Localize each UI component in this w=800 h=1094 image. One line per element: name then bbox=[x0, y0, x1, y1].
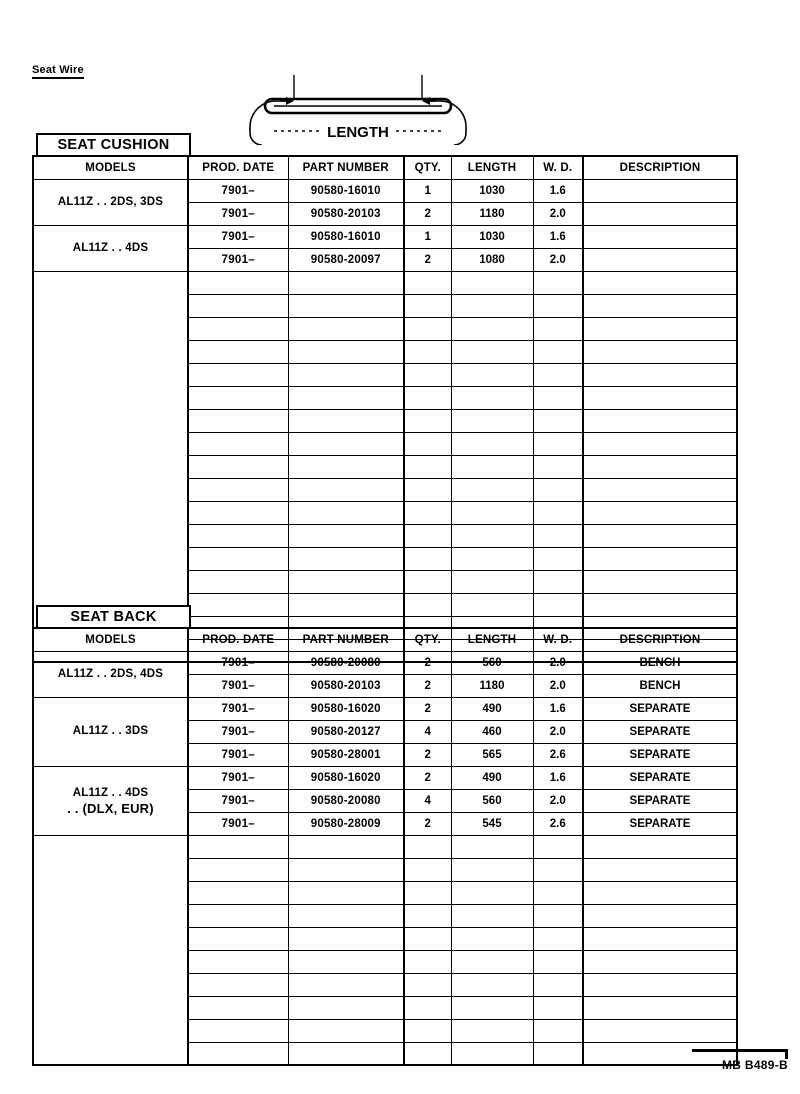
description-cell-empty bbox=[583, 973, 737, 996]
length-cell-empty bbox=[451, 386, 533, 409]
prod-date-cell-empty bbox=[188, 501, 288, 524]
length-cell-empty bbox=[451, 950, 533, 973]
table-row bbox=[33, 651, 737, 674]
wd-cell: 2.0 bbox=[533, 674, 583, 697]
prod-date-cell: 7901– bbox=[188, 651, 288, 674]
description-cell-empty bbox=[583, 1042, 737, 1065]
qty-cell-empty bbox=[404, 386, 451, 409]
length-cell-empty bbox=[451, 294, 533, 317]
length-cell-empty bbox=[451, 570, 533, 593]
length-cell-empty bbox=[451, 835, 533, 858]
length-cell-empty bbox=[451, 363, 533, 386]
description-cell: SEPARATE bbox=[583, 766, 737, 789]
wd-cell: 2.6 bbox=[533, 812, 583, 835]
model-code: AL11Z . . 2DS, 4DS bbox=[57, 667, 164, 680]
seat-cushion-table-body bbox=[33, 179, 737, 662]
qty-cell-empty bbox=[404, 570, 451, 593]
description-cell-empty bbox=[583, 409, 737, 432]
length-cell-empty bbox=[451, 1042, 533, 1065]
part-number-cell-empty bbox=[288, 835, 404, 858]
column-header-qty: QTY. bbox=[404, 156, 451, 179]
models-cell-empty bbox=[33, 835, 188, 1065]
seat-back-title: SEAT BACK bbox=[70, 609, 157, 625]
length-cell: 545 bbox=[451, 812, 533, 835]
length-cell: 560 bbox=[451, 651, 533, 674]
wd-cell-empty bbox=[533, 524, 583, 547]
prod-date-cell-empty bbox=[188, 881, 288, 904]
prod-date-cell: 7901– bbox=[188, 248, 288, 271]
part-number-cell-empty bbox=[288, 363, 404, 386]
qty-cell-empty bbox=[404, 547, 451, 570]
qty-cell-empty bbox=[404, 1042, 451, 1065]
qty-cell-empty bbox=[404, 501, 451, 524]
qty-cell-empty bbox=[404, 294, 451, 317]
models-cell bbox=[33, 225, 188, 271]
description-cell-empty bbox=[583, 294, 737, 317]
wd-cell-empty bbox=[533, 271, 583, 294]
prod-date-cell-empty bbox=[188, 547, 288, 570]
table-header-row bbox=[33, 156, 737, 179]
wd-cell-empty bbox=[533, 950, 583, 973]
prod-date-cell-empty bbox=[188, 317, 288, 340]
table-row bbox=[33, 766, 737, 789]
qty-cell-empty bbox=[404, 317, 451, 340]
length-cell-empty bbox=[451, 501, 533, 524]
seat-wire-diagram bbox=[228, 55, 488, 145]
description-cell: SEPARATE bbox=[583, 789, 737, 812]
wd-cell-empty bbox=[533, 478, 583, 501]
prod-date-cell-empty bbox=[188, 363, 288, 386]
prod-date-cell: 7901– bbox=[188, 225, 288, 248]
description-cell-empty bbox=[583, 363, 737, 386]
length-cell-empty bbox=[451, 409, 533, 432]
column-header-length: LENGTH bbox=[451, 156, 533, 179]
wd-cell-empty bbox=[533, 570, 583, 593]
length-cell-empty bbox=[451, 478, 533, 501]
qty-cell-empty bbox=[404, 904, 451, 927]
wd-cell: 1.6 bbox=[533, 179, 583, 202]
part-number-cell: 90580-16020 bbox=[288, 766, 404, 789]
description-cell: BENCH bbox=[583, 651, 737, 674]
seat-back-section bbox=[32, 605, 738, 1066]
length-cell: 1030 bbox=[451, 225, 533, 248]
part-number-cell: 90580-20097 bbox=[288, 248, 404, 271]
prod-date-cell-empty bbox=[188, 432, 288, 455]
part-number-cell-empty bbox=[288, 340, 404, 363]
part-number-cell-empty bbox=[288, 950, 404, 973]
prod-date-cell-empty bbox=[188, 294, 288, 317]
part-number-cell: 90580-20127 bbox=[288, 720, 404, 743]
length-cell: 560 bbox=[451, 789, 533, 812]
wd-cell: 2.6 bbox=[533, 743, 583, 766]
models-cell bbox=[33, 697, 188, 766]
table-row bbox=[33, 697, 737, 720]
wd-cell-empty bbox=[533, 927, 583, 950]
description-cell: SEPARATE bbox=[583, 812, 737, 835]
prod-date-cell-empty bbox=[188, 973, 288, 996]
description-cell-empty bbox=[583, 835, 737, 858]
description-cell bbox=[583, 202, 737, 225]
column-header-prod-date: PROD. DATE bbox=[188, 628, 288, 651]
column-header-models: MODELS bbox=[33, 628, 188, 651]
qty-cell-empty bbox=[404, 881, 451, 904]
description-cell-empty bbox=[583, 478, 737, 501]
length-cell-empty bbox=[451, 547, 533, 570]
seat-cushion-title-tab bbox=[36, 133, 191, 157]
part-number-cell: 90580-20103 bbox=[288, 674, 404, 697]
qty-cell-empty bbox=[404, 858, 451, 881]
length-cell-empty bbox=[451, 271, 533, 294]
column-header-description: DESCRIPTION bbox=[583, 156, 737, 179]
length-cell: 1180 bbox=[451, 202, 533, 225]
prod-date-cell-empty bbox=[188, 570, 288, 593]
part-number-cell-empty bbox=[288, 973, 404, 996]
wd-cell: 2.0 bbox=[533, 202, 583, 225]
description-cell-empty bbox=[583, 996, 737, 1019]
part-number-cell: 90580-20103 bbox=[288, 202, 404, 225]
wd-cell-empty bbox=[533, 835, 583, 858]
wd-cell: 1.6 bbox=[533, 225, 583, 248]
qty-cell: 2 bbox=[404, 697, 451, 720]
length-cell: 490 bbox=[451, 766, 533, 789]
wd-cell-empty bbox=[533, 340, 583, 363]
wd-cell: 2.0 bbox=[533, 720, 583, 743]
length-cell-empty bbox=[451, 524, 533, 547]
wd-cell-empty bbox=[533, 973, 583, 996]
part-number-cell-empty bbox=[288, 432, 404, 455]
column-header-models: MODELS bbox=[33, 156, 188, 179]
part-number-cell-empty bbox=[288, 904, 404, 927]
seat-cushion-section bbox=[32, 133, 738, 663]
description-cell-empty bbox=[583, 547, 737, 570]
seat-back-title-tab bbox=[36, 605, 191, 629]
seat-cushion-table bbox=[32, 155, 738, 663]
qty-cell: 2 bbox=[404, 248, 451, 271]
part-number-cell-empty bbox=[288, 478, 404, 501]
qty-cell: 2 bbox=[404, 812, 451, 835]
column-header-part-number: PART NUMBER bbox=[288, 156, 404, 179]
table-row-empty bbox=[33, 271, 737, 294]
length-cell-empty bbox=[451, 593, 533, 616]
qty-cell: 2 bbox=[404, 766, 451, 789]
column-header-wd: W. D. bbox=[533, 156, 583, 179]
part-number-cell: 90580-20080 bbox=[288, 651, 404, 674]
table-row bbox=[33, 179, 737, 202]
prod-date-cell-empty bbox=[188, 835, 288, 858]
wd-cell: 2.0 bbox=[533, 789, 583, 812]
description-cell-empty bbox=[583, 593, 737, 616]
part-number-cell-empty bbox=[288, 294, 404, 317]
part-number-cell-empty bbox=[288, 409, 404, 432]
qty-cell: 1 bbox=[404, 225, 451, 248]
prod-date-cell: 7901– bbox=[188, 789, 288, 812]
models-cell bbox=[33, 179, 188, 225]
prod-date-cell: 7901– bbox=[188, 674, 288, 697]
length-cell: 565 bbox=[451, 743, 533, 766]
wd-cell-empty bbox=[533, 409, 583, 432]
wd-cell: 1.6 bbox=[533, 697, 583, 720]
prod-date-cell-empty bbox=[188, 271, 288, 294]
length-cell-empty bbox=[451, 904, 533, 927]
prod-date-cell: 7901– bbox=[188, 720, 288, 743]
description-cell-empty bbox=[583, 501, 737, 524]
prod-date-cell-empty bbox=[188, 927, 288, 950]
qty-cell-empty bbox=[404, 996, 451, 1019]
part-number-cell: 90580-16010 bbox=[288, 179, 404, 202]
wd-cell-empty bbox=[533, 363, 583, 386]
seat-cushion-title: SEAT CUSHION bbox=[57, 137, 170, 153]
models-cell bbox=[33, 651, 188, 697]
prod-date-cell: 7901– bbox=[188, 766, 288, 789]
part-number-cell: 90580-28009 bbox=[288, 812, 404, 835]
qty-cell-empty bbox=[404, 1019, 451, 1042]
qty-cell-empty bbox=[404, 927, 451, 950]
models-cell-empty bbox=[33, 271, 188, 662]
description-cell-empty bbox=[583, 881, 737, 904]
wd-cell-empty bbox=[533, 386, 583, 409]
part-number-cell-empty bbox=[288, 271, 404, 294]
length-cell-empty bbox=[451, 432, 533, 455]
qty-cell: 4 bbox=[404, 789, 451, 812]
seat-back-table bbox=[32, 627, 738, 1066]
part-number-cell-empty bbox=[288, 927, 404, 950]
column-header-part-number: PART NUMBER bbox=[288, 628, 404, 651]
qty-cell: 2 bbox=[404, 743, 451, 766]
description-cell-empty bbox=[583, 927, 737, 950]
description-cell: SEPARATE bbox=[583, 697, 737, 720]
prod-date-cell: 7901– bbox=[188, 812, 288, 835]
part-number-cell-empty bbox=[288, 524, 404, 547]
qty-cell-empty bbox=[404, 973, 451, 996]
qty-cell-empty bbox=[404, 363, 451, 386]
prod-date-cell: 7901– bbox=[188, 179, 288, 202]
model-code: AL11Z . . 4DS bbox=[72, 241, 149, 254]
length-cell-empty bbox=[451, 858, 533, 881]
column-header-length: LENGTH bbox=[451, 628, 533, 651]
description-cell: BENCH bbox=[583, 674, 737, 697]
length-cell-empty bbox=[451, 927, 533, 950]
prod-date-cell-empty bbox=[188, 524, 288, 547]
qty-cell-empty bbox=[404, 271, 451, 294]
wd-cell-empty bbox=[533, 1019, 583, 1042]
length-cell-empty bbox=[451, 1019, 533, 1042]
length-cell-empty bbox=[451, 317, 533, 340]
wd-cell-empty bbox=[533, 455, 583, 478]
qty-cell: 1 bbox=[404, 179, 451, 202]
wd-cell-empty bbox=[533, 858, 583, 881]
qty-cell-empty bbox=[404, 950, 451, 973]
qty-cell-empty bbox=[404, 478, 451, 501]
prod-date-cell-empty bbox=[188, 478, 288, 501]
prod-date-cell-empty bbox=[188, 1042, 288, 1065]
wd-cell: 2.0 bbox=[533, 248, 583, 271]
part-number-cell-empty bbox=[288, 317, 404, 340]
description-cell-empty bbox=[583, 524, 737, 547]
seat-back-table-body bbox=[33, 651, 737, 1065]
part-number-cell-empty bbox=[288, 881, 404, 904]
column-header-wd: W. D. bbox=[533, 628, 583, 651]
part-number-cell-empty bbox=[288, 501, 404, 524]
length-cell: 490 bbox=[451, 697, 533, 720]
qty-cell: 2 bbox=[404, 202, 451, 225]
description-cell bbox=[583, 248, 737, 271]
wd-cell-empty bbox=[533, 294, 583, 317]
part-number-cell-empty bbox=[288, 1042, 404, 1065]
page-title: Seat Wire bbox=[32, 64, 84, 79]
qty-cell-empty bbox=[404, 455, 451, 478]
length-cell: 460 bbox=[451, 720, 533, 743]
description-cell-empty bbox=[583, 858, 737, 881]
wd-cell-empty bbox=[533, 547, 583, 570]
qty-cell: 2 bbox=[404, 674, 451, 697]
prod-date-cell-empty bbox=[188, 593, 288, 616]
model-code: AL11Z . . 2DS, 3DS bbox=[57, 195, 164, 208]
prod-date-cell: 7901– bbox=[188, 697, 288, 720]
wd-cell: 2.0 bbox=[533, 651, 583, 674]
prod-date-cell-empty bbox=[188, 950, 288, 973]
qty-cell: 4 bbox=[404, 720, 451, 743]
wd-cell-empty bbox=[533, 904, 583, 927]
wd-cell-empty bbox=[533, 432, 583, 455]
wd-cell-empty bbox=[533, 593, 583, 616]
length-cell: 1080 bbox=[451, 248, 533, 271]
description-cell: SEPARATE bbox=[583, 720, 737, 743]
prod-date-cell-empty bbox=[188, 409, 288, 432]
qty-cell-empty bbox=[404, 432, 451, 455]
description-cell-empty bbox=[583, 1019, 737, 1042]
model-code-sub: . . (DLX, EUR) bbox=[67, 800, 154, 816]
qty-cell-empty bbox=[404, 593, 451, 616]
part-number-cell: 90580-28001 bbox=[288, 743, 404, 766]
description-cell-empty bbox=[583, 432, 737, 455]
prod-date-cell-empty bbox=[188, 1019, 288, 1042]
length-dimension-label: LENGTH bbox=[327, 124, 389, 141]
qty-cell-empty bbox=[404, 524, 451, 547]
qty-cell-empty bbox=[404, 340, 451, 363]
part-number-cell: 90580-20080 bbox=[288, 789, 404, 812]
model-code: AL11Z . . 4DS bbox=[72, 786, 149, 799]
table-header-row bbox=[33, 628, 737, 651]
prod-date-cell-empty bbox=[188, 386, 288, 409]
length-cell-empty bbox=[451, 996, 533, 1019]
wd-cell-empty bbox=[533, 1042, 583, 1065]
part-number-cell-empty bbox=[288, 386, 404, 409]
table-row bbox=[33, 225, 737, 248]
description-cell-empty bbox=[583, 904, 737, 927]
column-header-description: DESCRIPTION bbox=[583, 628, 737, 651]
length-cell: 1030 bbox=[451, 179, 533, 202]
part-number-cell: 90580-16020 bbox=[288, 697, 404, 720]
description-cell-empty bbox=[583, 386, 737, 409]
qty-cell-empty bbox=[404, 409, 451, 432]
wd-cell-empty bbox=[533, 317, 583, 340]
prod-date-cell-empty bbox=[188, 455, 288, 478]
description-cell bbox=[583, 179, 737, 202]
wd-cell-empty bbox=[533, 881, 583, 904]
length-cell-empty bbox=[451, 455, 533, 478]
models-cell bbox=[33, 766, 188, 835]
part-number-cell-empty bbox=[288, 547, 404, 570]
description-cell: SEPARATE bbox=[583, 743, 737, 766]
description-cell-empty bbox=[583, 570, 737, 593]
part-number-cell-empty bbox=[288, 570, 404, 593]
prod-date-cell-empty bbox=[188, 996, 288, 1019]
qty-cell-empty bbox=[404, 835, 451, 858]
prod-date-cell-empty bbox=[188, 858, 288, 881]
part-number-cell-empty bbox=[288, 858, 404, 881]
description-cell-empty bbox=[583, 340, 737, 363]
column-header-prod-date: PROD. DATE bbox=[188, 156, 288, 179]
prod-date-cell-empty bbox=[188, 340, 288, 363]
part-number-cell-empty bbox=[288, 996, 404, 1019]
length-cell-empty bbox=[451, 881, 533, 904]
seat-wire-illustration bbox=[228, 55, 488, 145]
prod-date-cell-empty bbox=[188, 904, 288, 927]
qty-cell: 2 bbox=[404, 651, 451, 674]
description-cell bbox=[583, 225, 737, 248]
wd-cell-empty bbox=[533, 996, 583, 1019]
model-code: AL11Z . . 3DS bbox=[72, 725, 149, 737]
table-row-empty bbox=[33, 835, 737, 858]
document-code: MB B489-B bbox=[721, 1058, 788, 1072]
part-number-cell: 90580-16010 bbox=[288, 225, 404, 248]
wd-cell: 1.6 bbox=[533, 766, 583, 789]
description-cell-empty bbox=[583, 455, 737, 478]
part-number-cell-empty bbox=[288, 593, 404, 616]
part-number-cell-empty bbox=[288, 1019, 404, 1042]
description-cell-empty bbox=[583, 950, 737, 973]
description-cell-empty bbox=[583, 271, 737, 294]
length-cell: 1180 bbox=[451, 674, 533, 697]
part-number-cell-empty bbox=[288, 455, 404, 478]
length-cell-empty bbox=[451, 973, 533, 996]
length-cell-empty bbox=[451, 340, 533, 363]
wd-cell-empty bbox=[533, 501, 583, 524]
description-cell-empty bbox=[583, 317, 737, 340]
column-header-qty: QTY. bbox=[404, 628, 451, 651]
prod-date-cell: 7901– bbox=[188, 202, 288, 225]
prod-date-cell: 7901– bbox=[188, 743, 288, 766]
